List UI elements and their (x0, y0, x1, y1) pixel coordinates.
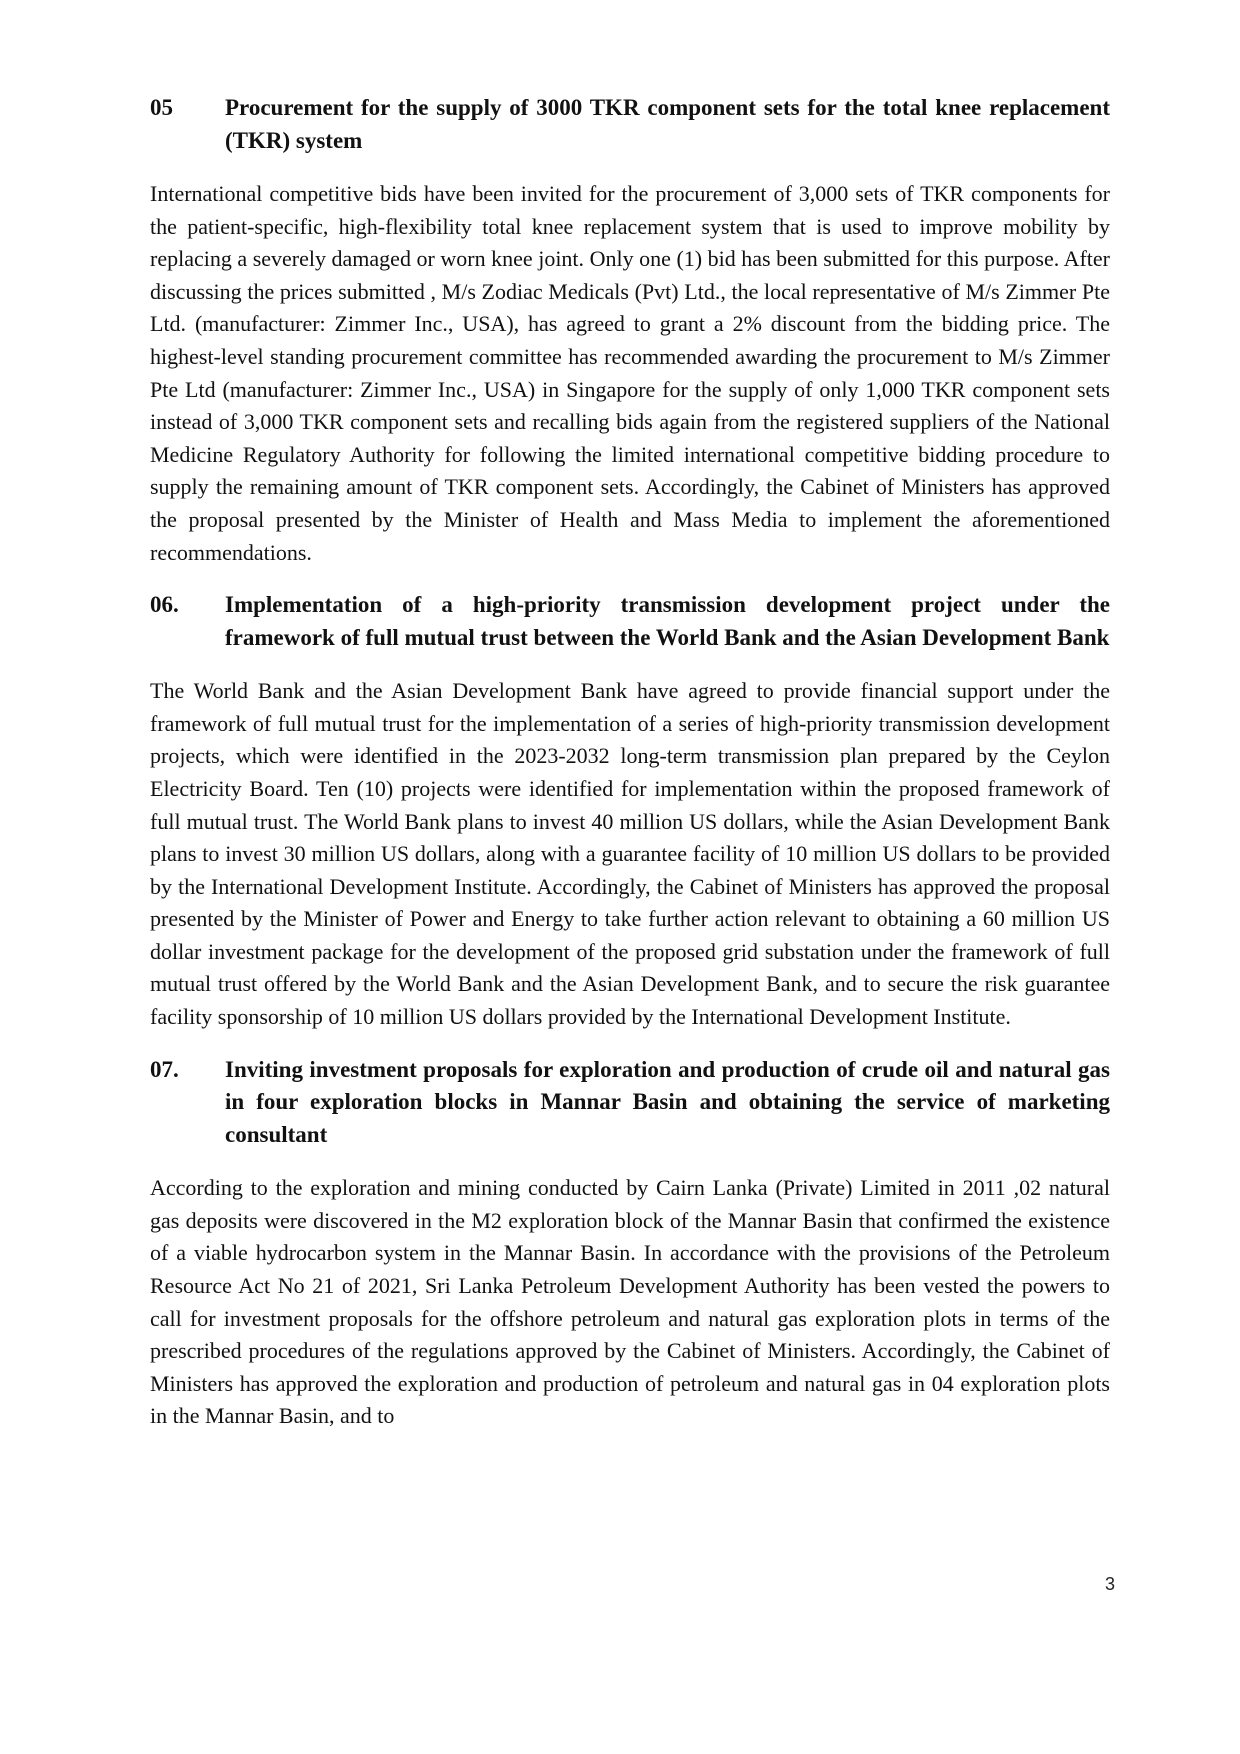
section-heading (150, 1054, 1110, 1152)
section-body: According to the exploration and mining conducted by Cairn Lanka (Private) Limited in 2011 ,02 natural gas deposits were discovered in the M2 exploration block of the Mannar Basin that confirmed the existence of a viable hydrocarbon system in the Mannar Basin. In accordance with the provisions of the Petroleum Resource Act No 21 of 2021, Sri Lanka Petroleum Development Authority has been vested the powers to call for investment proposals for the offshore petroleum and natural gas exploration plots in terms of the prescribed procedures of the regulations approved by the Cabinet of Ministers. Accordingly, the Cabinet of Ministers has approved the exploration and production of petroleum and natural gas in 04 exploration plots in the Mannar Basin, and to (150, 1175, 1110, 1429)
section-number: 07. (150, 1056, 179, 1082)
section-06 (150, 589, 1110, 1034)
section-title: Procurement for the supply of 3000 TKR component sets for the total knee replacement (TKR) system (225, 95, 1110, 153)
section-body: The World Bank and the Asian Development Bank have agreed to provide financial support under the framework of full mutual trust for the implementation of a series of high-priority transmission development projects, which were identified in the 2023-2032 long-term transmission plan prepared by the Ceylon Electricity Board. Ten (10) projects were identified for implementation within the proposed framework of full mutual trust. The World Bank plans to invest 40 million US dollars, while the Asian Development Bank plans to invest 30 million US dollars, along with a guarantee facility of 10 million US dollars to be provided by the International Development Institute. Accordingly, the Cabinet of Ministers has approved the proposal presented by the Minister of Power and Energy to take further action relevant to obtaining a 60 million US dollar investment package for the development of the proposed grid substation under the framework of full mutual trust offered by the World Bank and the Asian Development Bank, and to secure the risk guarantee facility sponsorship of 10 million US dollars provided by the International Development Institute. (150, 678, 1110, 1030)
section-title: Inviting investment proposals for exploration and production of crude oil and natural gas in four exploration blocks in Mannar Basin and obtaining the service of marketing consultant (225, 1056, 1110, 1147)
section-body: International competitive bids have been invited for the procurement of 3,000 sets of TKR components for the patient-specific, high-flexibility total knee replacement system that is used to improve mobility by replacing a severely damaged or worn knee joint. Only one (1) bid has been submitted for this purpose. After discussing the prices submitted , M/s Zodiac Medicals (Pvt) Ltd., the local representative of M/s Zimmer Pte Ltd. (manufacturer: Zimmer Inc., USA), has agreed to grant a 2% discount from the bidding price. The highest-level standing procurement committee has recommended awarding the procurement to M/s Zimmer Pte Ltd (manufacturer: Zimmer Inc., USA) in Singapore for the supply of only 1,000 TKR component sets instead of 3,000 TKR component sets and recalling bids again from the registered suppliers of the National Medicine Regulatory Authority for following the limited international competitive bidding procedure to supply the remaining amount of TKR component sets. Accordingly, the Cabinet of Ministers has approved the proposal presented by the Minister of Health and Mass Media to implement the aforementioned recommendations. (150, 181, 1110, 565)
section-07 (150, 1054, 1110, 1433)
section-title: Implementation of a high-priority transmission development project under the framework of full mutual trust between the World Bank and the Asian Development Bank (225, 592, 1110, 650)
section-heading (150, 589, 1110, 654)
page-number: 3 (1104, 1574, 1115, 1594)
section-05 (150, 92, 1110, 569)
section-number: 05 (150, 95, 173, 120)
section-number: 06. (150, 592, 179, 618)
section-heading (150, 92, 1110, 157)
